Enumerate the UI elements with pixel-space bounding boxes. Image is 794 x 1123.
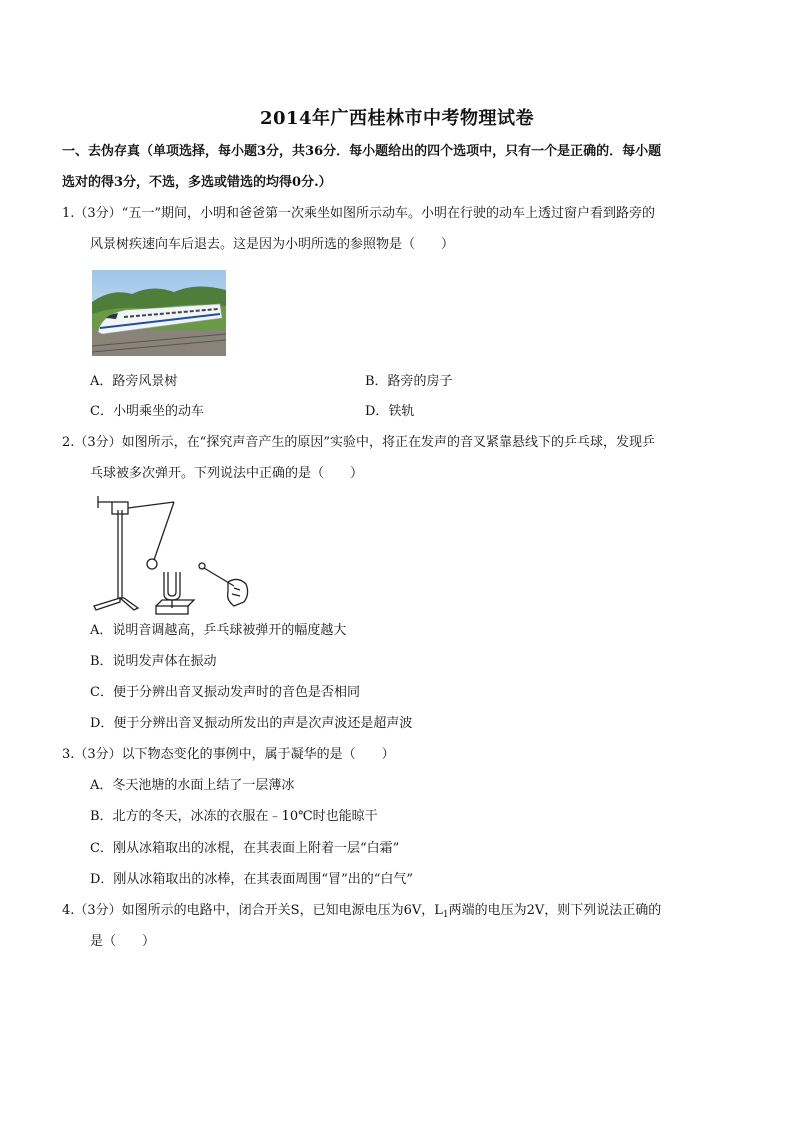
question-4-stem-line-1 — [62, 902, 661, 924]
question-2-option-c: C．便于分辨出音叉振动发声时的音色是否相同 — [90, 685, 360, 700]
question-1-option-d: D．铁轨 — [365, 404, 415, 419]
question-3-stem: 3.（3分）以下物态变化的事例中，属于凝华的是（ ） — [62, 747, 395, 762]
question-2-stem-line-1: 2.（3分）如图所示，在“探究声音产生的原因”实验中，将正在发声的音叉紧靠悬线下的乒乓球，发现乒 — [62, 435, 655, 450]
tuning-fork-apparatus-figure — [88, 490, 258, 616]
question-3-option-a: A．冬天池塘的水面上结了一层薄冰 — [90, 778, 295, 793]
train-photo — [92, 270, 226, 356]
page-title: 2014年广西桂林市中考物理试卷 — [259, 108, 535, 129]
question-4-subscript: 1 — [442, 910, 449, 920]
question-2-stem-line-2: 乓球被多次弹开。下列说法中正确的是（ ） — [90, 466, 364, 481]
question-1-stem-line-2: 风景树疾速向车后退去。这是因为小明所选的参照物是（ ） — [90, 237, 455, 252]
question-2-option-d: D．便于分辨出音叉振动所发出的声是次声波还是超声波 — [90, 716, 413, 731]
question-4-stem-part-2: 两端的电压为2V，则下列说法正确的 — [448, 903, 662, 918]
question-1-option-a: A．路旁风景树 — [90, 374, 178, 389]
question-2-option-b: B．说明发声体在振动 — [90, 654, 217, 669]
question-4-stem-line-2: 是（ ） — [90, 934, 156, 949]
question-2-option-a: A．说明音调越高，乒乓球被弹开的幅度越大 — [90, 623, 347, 638]
question-1-option-b: B．路旁的房子 — [365, 374, 453, 389]
question-3-option-c: C．刚从冰箱取出的冰棍，在其表面上附着一层“白霜” — [90, 841, 400, 856]
question-3-option-d: D．刚从冰箱取出的冰棒，在其表面周围“冒”出的“白气” — [90, 872, 414, 887]
question-3-option-b: B．北方的冬天，冰冻的衣服在﹣10℃时也能晾干 — [90, 809, 378, 824]
question-1-stem-line-1: 1.（3分）“五一”期间，小明和爸爸第一次乘坐如图所示动车。小明在行驶的动车上透过窗户看到路旁的 — [62, 206, 655, 221]
question-4-stem-part-1: 4.（3分）如图所示的电路中，闭合开关S，已知电源电压为6V，L — [62, 903, 443, 918]
section-heading-line-2: 选对的得3分，不选，多选或错选的均得0分.） — [62, 175, 332, 190]
question-1-option-c: C．小明乘坐的动车 — [90, 404, 204, 419]
section-heading-line-1: 一、去伪存真（单项选择，每小题3分，共36分．每小题给出的四个选项中，只有一个是正确的．每小题 — [62, 144, 662, 159]
